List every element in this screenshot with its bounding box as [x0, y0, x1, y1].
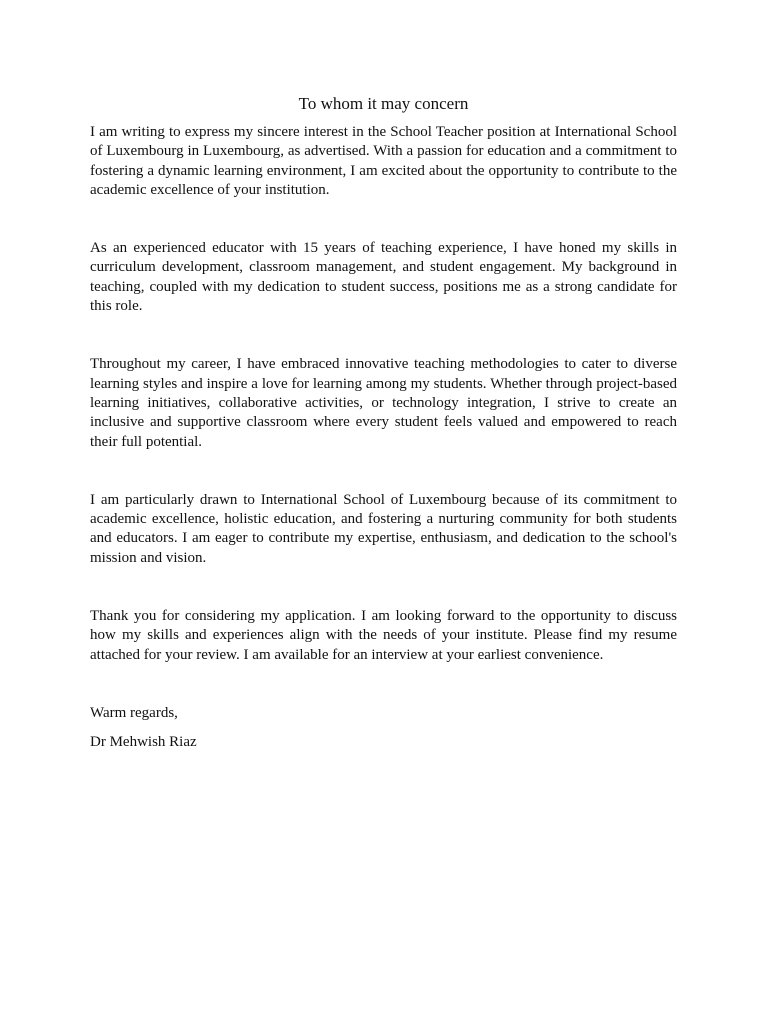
closing-line: Warm regards, [90, 704, 178, 721]
paragraph-thanks: Thank you for considering my application. I am looking forward to the opportunity to discuss how my skills and experiences align with the needs of your institute. Please find my resume attached for your review. I am available for an interview at your earliest convenience. [90, 608, 677, 663]
cover-letter [90, 92, 677, 753]
paragraph-motivation: I am particularly drawn to International School of Luxembourg because of its commitment to academic excellence, holistic education, and fostering a nurturing community for both students and educators. I am eager to contribute my expertise, enthusiasm, and dedication to the school's mission and vision. [90, 491, 677, 566]
paragraph-intro: I am writing to express my sincere interest in the School Teacher position at International School of Luxembourg in Luxembourg, as advertised. With a passion for education and a commitment to fostering a dynamic learning environment, I am excited about the opportunity to contribute to the academic excellence of your institution. [90, 124, 677, 198]
paragraph-methodology: Throughout my career, I have embraced innovative teaching methodologies to cater to diverse learning styles and inspire a love for learning among my students. Whether through project-based learning initiatives, collaborative activities, or technology integration, I strive to create an inclusive and supportive classroom where every student feels valued and empowered to reach their full potential. [90, 356, 677, 450]
paragraph-experience: As an experienced educator with 15 years of teaching experience, I have honed my skills in curriculum development, classroom management, and student engagement. My background in teaching, coupled with my dedication to student success, positions me as a strong candidate for this role. [90, 240, 677, 315]
letter-title: To whom it may concern [298, 94, 469, 113]
signature-name: Dr Mehwish Riaz [90, 734, 197, 751]
